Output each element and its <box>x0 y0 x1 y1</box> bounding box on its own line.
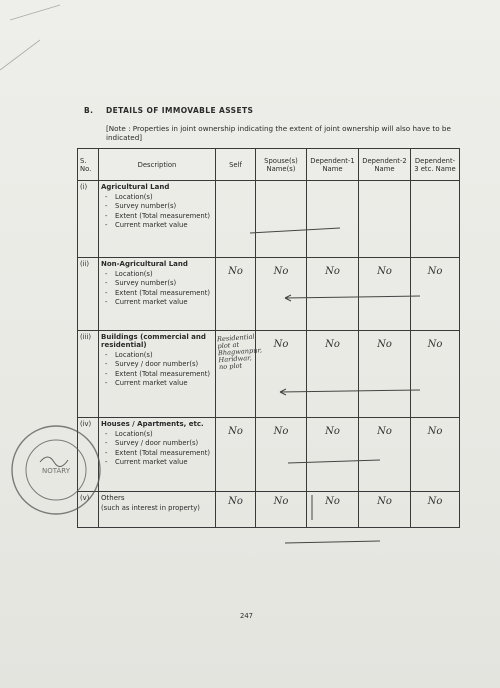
handwritten-value: No <box>377 266 392 277</box>
handwritten-value: No <box>325 339 340 350</box>
row-sno: (v) <box>78 492 99 528</box>
row-item: - Extent (Total measurement) <box>101 289 213 298</box>
handwritten-value: No <box>427 426 443 437</box>
row-title: Buildings (commercial and residential) <box>101 333 206 349</box>
stamp-text: NOTARY <box>42 467 70 475</box>
row-title: Others <box>101 494 125 502</box>
row-item: - Survey / door number(s) <box>101 360 213 369</box>
strike-line <box>250 228 340 233</box>
handwritten-value: No <box>377 426 392 437</box>
section-title: DETAILS OF IMMOVABLE ASSETS <box>106 106 254 115</box>
row-item: - Survey number(s) <box>101 202 213 211</box>
page-number: 247 <box>240 612 253 620</box>
row-item: - Location(s) <box>101 270 213 279</box>
row-item: - Extent (Total measurement) <box>101 449 213 458</box>
row-title: Non-Agricultural Land <box>101 260 188 268</box>
page-crease <box>0 5 60 70</box>
row-sno: (iii) <box>78 331 99 418</box>
header-dependent-3: Dependent-3 etc. Name <box>411 149 460 181</box>
handwritten-value: No <box>273 496 289 507</box>
section-note: [Note : Properties in joint ownership indicating the extent of joint ownership will also have to be indicated] <box>106 124 451 142</box>
row-item: - Current market value <box>101 221 213 230</box>
header-description: Description <box>99 149 216 181</box>
row-item: - Location(s) <box>101 193 213 202</box>
header-sno: S. No. <box>78 149 99 181</box>
row-item: - Survey / door number(s) <box>101 439 213 448</box>
row-sno: (ii) <box>78 258 99 331</box>
handwritten-value: No <box>427 496 443 507</box>
handwritten-value: No <box>325 426 340 437</box>
row-item: - Current market value <box>101 298 213 307</box>
notary-stamp <box>12 426 100 514</box>
header-spouse: Spouse(s) Name(s) <box>256 149 307 181</box>
strike-line <box>285 295 420 301</box>
row-item: - Current market value <box>101 379 213 388</box>
header-dependent-2: Dependent-2 Name <box>359 149 411 181</box>
handwritten-value: No <box>273 339 289 350</box>
handwritten-value: No <box>427 339 443 350</box>
row-item: - Extent (Total measurement) <box>101 370 213 379</box>
handwritten-value: No <box>228 266 243 277</box>
row-title: Houses / Apartments, etc. <box>101 420 204 428</box>
handwritten-value: No <box>325 496 340 507</box>
header-dependent-1: Dependent-1 Name <box>307 149 359 181</box>
handwritten-value: No <box>273 426 289 437</box>
row-item: - Extent (Total measurement) <box>101 212 213 221</box>
row-item: - Current market value <box>101 458 213 467</box>
handwritten-value: No <box>377 496 392 507</box>
row-title: Agricultural Land <box>101 183 170 191</box>
strike-line <box>288 460 380 463</box>
handwritten-value: No <box>273 266 289 277</box>
handwritten-value: No <box>377 339 392 350</box>
strike-line <box>280 389 420 395</box>
row-sno: (i) <box>78 181 99 258</box>
handwritten-value: No <box>228 426 243 437</box>
handwritten-value: No <box>325 266 340 277</box>
row-item: (such as interest in property) <box>101 504 200 512</box>
handwritten-value: No <box>427 266 443 277</box>
row-item: - Location(s) <box>101 430 213 439</box>
row-sno: (iv) <box>78 418 99 492</box>
strike-line <box>285 541 380 543</box>
header-self: Self <box>216 149 256 181</box>
handwritten-value: Residential plot at Bhagwanpur, Haridwar, no plot <box>216 332 263 372</box>
row-item: - Survey number(s) <box>101 279 213 288</box>
row-item: - Location(s) <box>101 351 213 360</box>
handwritten-value: No <box>228 496 243 507</box>
section-number: B. <box>84 106 94 115</box>
